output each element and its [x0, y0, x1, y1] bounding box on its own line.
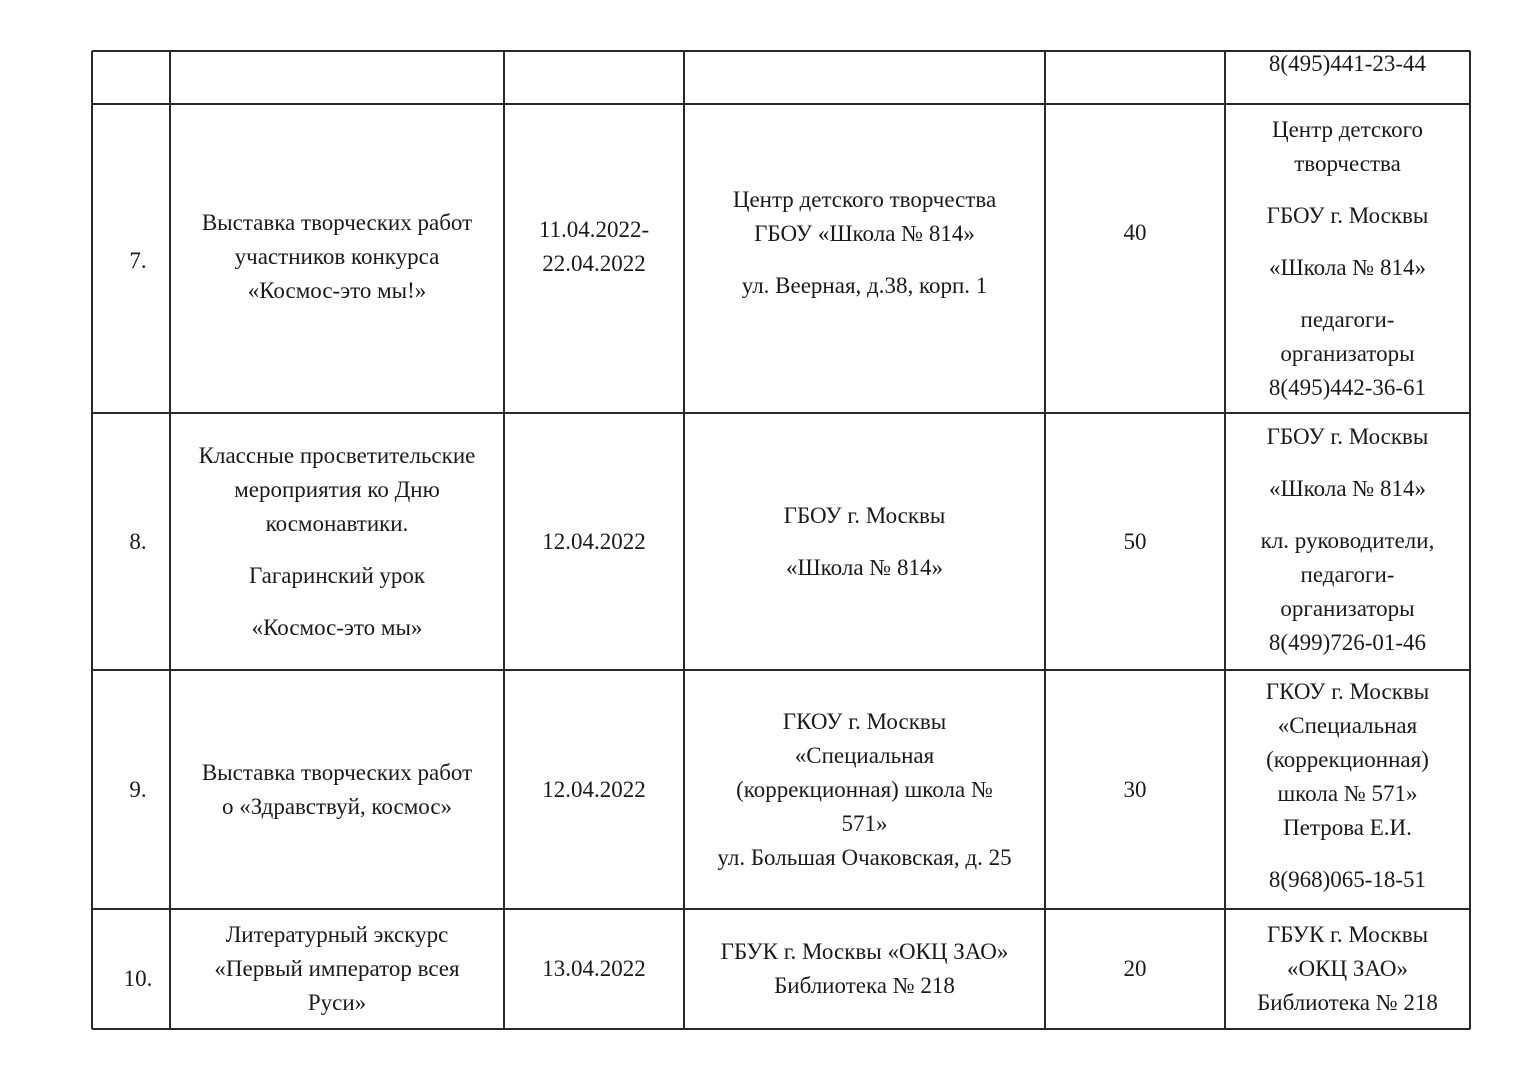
events-table: [92, 51, 1470, 1029]
participant-count-text: 50: [1123, 528, 1147, 554]
participant-count-cell: [1045, 909, 1225, 1029]
event-venue-line: ул. Большая Очаковская, д. 25: [717, 844, 1012, 870]
event-date-text: 12.04.2022: [542, 528, 646, 554]
responsible-contact-line: Библиотека № 218: [1257, 990, 1438, 1015]
event-name-line: Выставка творческих работ: [201, 759, 473, 785]
responsible-contact-cell: [1225, 670, 1470, 909]
responsible-contact-paragraph: [1231, 251, 1464, 285]
event-date-cell: [504, 104, 684, 413]
event-venue-cell: [684, 104, 1045, 413]
event-venue-paragraph: [690, 551, 1039, 585]
event-venue-paragraph: [690, 705, 1039, 875]
event-venue-paragraph: [690, 499, 1039, 533]
event-date-cell: [504, 413, 684, 670]
event-venue-line: «Школа № 814»: [785, 554, 944, 580]
participant-count-text: 40: [1123, 219, 1147, 245]
responsible-contact-line: «Школа № 814»: [1268, 254, 1427, 280]
event-venue-cell: [684, 909, 1045, 1029]
event-name-paragraph: [176, 206, 498, 308]
responsible-contact-line: 8(495)442-36-61: [1268, 374, 1427, 400]
event-venue-line: ГКОУ г. Москвы: [782, 708, 947, 734]
participant-count-cell: [1045, 51, 1225, 104]
row-number-cell: [92, 51, 170, 104]
responsible-contact-paragraph: [1231, 675, 1464, 845]
responsible-contact-line: ГБОУ г. Москвы: [1266, 423, 1429, 449]
responsible-contact-paragraph: [1231, 303, 1464, 405]
responsible-contact-line: кл. руководители,: [1260, 527, 1435, 553]
responsible-contact-paragraph: [1231, 113, 1464, 181]
event-name-line: Классные просветительские: [198, 442, 476, 468]
event-venue-line: Центр детского творчества: [732, 186, 997, 212]
event-name-paragraph: [176, 611, 498, 645]
responsible-contact-line: 8(499)726-01-46: [1268, 629, 1427, 655]
responsible-contact-line: Петрова Е.И.: [1283, 814, 1412, 840]
event-name-line: «Космос-это мы»: [251, 614, 423, 640]
responsible-contact-line: педагоги-: [1300, 561, 1395, 587]
responsible-contact-line: организаторы: [1280, 340, 1415, 366]
event-venue-cell: [684, 51, 1045, 104]
row-number-text: 7.: [129, 247, 147, 273]
responsible-contact-paragraph: [1231, 420, 1464, 454]
responsible-contact-line: «Специальная: [1277, 712, 1418, 738]
responsible-contact-line: организаторы: [1280, 595, 1415, 621]
event-name-paragraph: [176, 439, 498, 541]
participant-count-cell: [1045, 413, 1225, 670]
event-name-line: Выставка творческих работ: [201, 209, 473, 235]
event-name-line: Гагаринский урок: [248, 562, 426, 588]
responsible-contact-paragraph: [1231, 199, 1464, 233]
responsible-contact-paragraph: [1231, 524, 1464, 660]
responsible-contact-paragraph: [1231, 47, 1464, 81]
event-name-cell: [170, 104, 504, 413]
event-venue-cell: [684, 670, 1045, 909]
event-name-line: Литературный экскурс: [225, 922, 449, 947]
responsible-contact-line: Центр детского: [1271, 116, 1424, 142]
participant-count-cell: [1045, 670, 1225, 909]
event-date-cell: [504, 670, 684, 909]
event-venue-line: ГБОУ г. Москвы: [783, 502, 946, 528]
row-number-cell: [92, 909, 170, 1029]
row-number-cell: [92, 104, 170, 413]
event-venue-line: (коррекционная) школа №: [736, 776, 993, 802]
responsible-contact-line: (коррекционная): [1266, 746, 1429, 772]
event-name-cell: [170, 670, 504, 909]
event-date-text: 13.04.2022: [542, 956, 646, 981]
responsible-contact-line: педагоги-: [1300, 306, 1395, 332]
event-venue-paragraph: [690, 935, 1039, 1003]
event-name-cell: [170, 413, 504, 670]
event-venue-line: Библиотека № 218: [774, 973, 955, 998]
event-venue-paragraph: [690, 269, 1039, 303]
event-name-line: космонавтики.: [265, 510, 409, 536]
event-venue-cell: [684, 413, 1045, 670]
event-name-cell: [170, 51, 504, 104]
responsible-contact-paragraph: [1231, 918, 1464, 1020]
responsible-contact-cell: [1225, 413, 1470, 670]
event-venue-paragraph: [690, 183, 1039, 251]
responsible-contact-cell: [1225, 909, 1470, 1029]
responsible-contact-line: 8(495)441-23-44: [1268, 50, 1427, 76]
responsible-contact-line: ГКОУ г. Москвы: [1265, 678, 1430, 704]
row-number-text: 9.: [129, 776, 147, 802]
responsible-contact-line: творчества: [1294, 150, 1401, 176]
participant-count-text: 30: [1123, 776, 1147, 802]
event-name-line: «Первый император всея: [214, 956, 460, 981]
responsible-contact-line: ГБУК г. Москвы: [1266, 922, 1429, 947]
event-name-line: о «Здравствуй, космос»: [221, 793, 453, 819]
event-venue-line: 571»: [841, 810, 888, 836]
event-date-cell: [504, 909, 684, 1029]
event-name-paragraph: [176, 918, 498, 1020]
responsible-contact-line: 8(968)065-18-51: [1268, 866, 1427, 892]
event-name-line: «Космос-это мы!»: [247, 277, 427, 303]
responsible-contact-paragraph: [1231, 472, 1464, 506]
event-name-cell: [170, 909, 504, 1029]
event-date-text: 12.04.2022: [542, 776, 646, 802]
row-number-cell: [92, 413, 170, 670]
event-venue-line: «Специальная: [794, 742, 935, 768]
event-name-line: участников конкурса: [234, 243, 440, 269]
event-venue-line: ГБУК г. Москвы «ОКЦ ЗАО»: [720, 939, 1009, 964]
participant-count-cell: [1045, 104, 1225, 413]
event-date-cell: [504, 51, 684, 104]
responsible-contact-paragraph: [1231, 863, 1464, 897]
responsible-contact-line: ГБОУ г. Москвы: [1266, 202, 1429, 228]
row-number-text: 8.: [129, 528, 147, 554]
responsible-contact-cell: [1225, 104, 1470, 413]
event-date-text: 11.04.2022- 22.04.2022: [538, 216, 650, 276]
row-number-text: 10.: [123, 966, 153, 991]
event-name-paragraph: [176, 756, 498, 824]
participant-count-text: 20: [1123, 956, 1147, 981]
event-venue-line: ул. Веерная, д.38, корп. 1: [741, 272, 988, 298]
responsible-contact-line: «ОКЦ ЗАО»: [1287, 956, 1408, 981]
event-name-line: Руси»: [307, 990, 367, 1015]
responsible-contact-line: школа № 571»: [1277, 780, 1418, 806]
responsible-contact-cell: [1225, 51, 1470, 104]
event-name-line: мероприятия ко Дню: [234, 476, 440, 502]
row-number-cell: [92, 670, 170, 909]
event-name-paragraph: [176, 559, 498, 593]
responsible-contact-line: «Школа № 814»: [1268, 475, 1427, 501]
event-venue-line: ГБОУ «Школа № 814»: [754, 220, 975, 246]
